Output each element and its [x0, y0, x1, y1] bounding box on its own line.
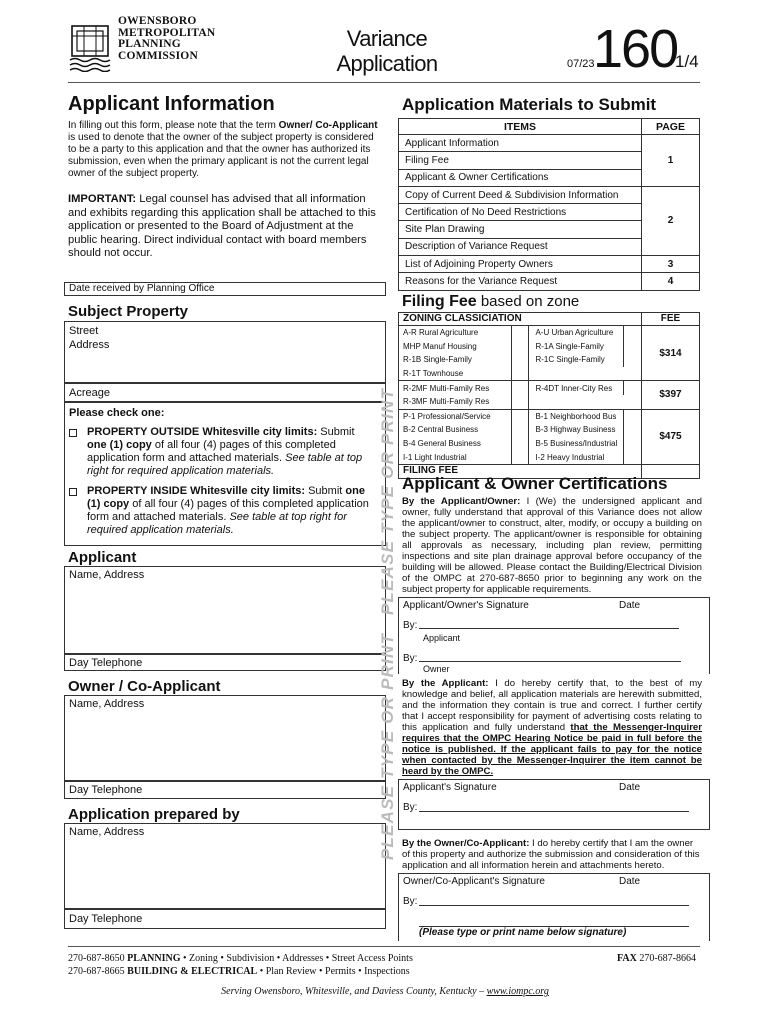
fee-amount: $314: [659, 347, 682, 359]
page-column-header: PAGE: [642, 119, 700, 135]
owner-certification: By the Owner/Co-Applicant: I do hereby certify that I am the owner of this property and authorize the submission and consideration of this application and all information herein and attachments hereto.: [402, 838, 700, 871]
website-link[interactable]: www.iompc.org: [486, 986, 549, 997]
fax-number: FAX 270-687-8664: [617, 953, 696, 964]
street-address-field[interactable]: Street Address: [64, 321, 386, 383]
applicant-information-heading: Applicant Information: [68, 93, 275, 115]
fee-amount: $397: [659, 389, 682, 401]
table-row: List of Adjoining Property Owners 3: [399, 256, 700, 273]
filing-fee-total-row[interactable]: FILING FEE: [399, 465, 699, 478]
table-row: Site Plan Drawing: [399, 221, 700, 238]
zone-checkbox[interactable]: [623, 423, 641, 437]
applicant-heading: Applicant: [68, 549, 137, 566]
prepared-by-heading: Application prepared by: [68, 806, 240, 823]
zoning-column-header: ZONING CLASSICIATION: [399, 313, 642, 325]
zone-checkbox[interactable]: [511, 381, 529, 395]
fee-group: A-R Rural Agriculture A-U Urban Agriculture MHP Manuf Housing R-1A Single-Family R-1B Single-Family R-1C Single-Family R-1T Townhouse $314: [399, 326, 699, 381]
owner-signature-block[interactable]: Owner/Co-Applicant's Signature Date By: (Please type or print name below signature): [398, 873, 710, 941]
important-notice: IMPORTANT: Legal counsel has advised that all information and exhibits regarding this application shall be attached to this application or presented to the Board of Adjustment at the public hearing. Direct individual contact with board members should not occur.: [68, 193, 376, 259]
table-row: Filing Fee: [399, 152, 700, 169]
zone-checkbox[interactable]: [623, 410, 641, 424]
preparer-telephone-field[interactable]: Day Telephone: [64, 909, 386, 929]
preparer-name-address-field[interactable]: Name, Address: [64, 823, 386, 909]
filing-fee-heading: Filing Fee based on zone: [402, 293, 580, 310]
form-revision-date: 07/23: [567, 58, 595, 70]
zone-checkbox[interactable]: [623, 450, 641, 464]
zone-checkbox[interactable]: [623, 340, 641, 354]
applicant-owner-signature-block[interactable]: Applicant/Owner's Signature Date By: Applicant By: Owner: [398, 597, 710, 674]
certifications-heading: Applicant & Owner Certifications: [402, 474, 668, 493]
zone-checkbox[interactable]: [511, 395, 529, 409]
check-prompt: Please check one:: [69, 407, 165, 419]
table-row: Certification of No Deed Restrictions: [399, 204, 700, 221]
zone-checkbox[interactable]: [511, 423, 529, 437]
acreage-field[interactable]: Acreage: [64, 383, 386, 402]
table-row: Applicant Information 1: [399, 135, 700, 152]
zone-checkbox[interactable]: [511, 353, 529, 367]
applicant-signature-block[interactable]: Applicant's Signature Date By:: [398, 779, 710, 830]
filing-fee-table: [398, 312, 700, 479]
zone-checkbox[interactable]: [511, 340, 529, 354]
applicant-information-intro: In filling out this form, please note that the term Owner/ Co-Applicant is used to denote that the owner of the subject property is considered to be a party to this application and that the owner has authorized its submission, even when the primary applicant is not the current legal owner of the subject property.: [68, 120, 378, 179]
applicant-name-address-field[interactable]: Name, Address: [64, 566, 386, 654]
form-title: Variance Application: [336, 26, 438, 76]
fee-column-header: FEE: [660, 313, 681, 324]
subject-property-heading: Subject Property: [68, 303, 189, 320]
outside-city-option: PROPERTY OUTSIDE Whitesville city limits: Submit one (1) copy of all four (4) pages of this completed application form and attached materials. See table at top right for required application materials.: [87, 426, 363, 477]
header-divider: [68, 82, 700, 83]
service-area-line: Serving Owensboro, Whitesville, and Daviess County, Kentucky – www.iompc.org: [221, 986, 549, 997]
zone-checkbox[interactable]: [623, 381, 641, 395]
applicant-telephone-field[interactable]: Day Telephone: [64, 654, 386, 671]
inside-city-checkbox[interactable]: [69, 488, 77, 496]
materials-heading: Application Materials to Submit: [402, 95, 657, 114]
outside-city-checkbox[interactable]: [69, 429, 77, 437]
form-number: 160: [593, 19, 678, 79]
applicant-certification: By the Applicant: I do hereby certify that, to the best of my knowledge and belief, all application materials are herewith submitted, and the information they contain is true and correct. I further certify that I accept responsibility for payment of advertising costs relating to this application and fully understand that the Messenger-Inquirer requires that the OMPC Hearing Notice be paid in full before the notice is published. If the applicant fails to pay for the notice when contacted by the Messenger-Inquirer the item cannot be heard by the OMPC.: [402, 678, 703, 777]
type-or-print-watermark: PLEASE TYPE OR PRINT: [378, 387, 397, 615]
owner-telephone-field[interactable]: Day Telephone: [64, 781, 386, 799]
date-received-field[interactable]: Date received by Planning Office: [64, 282, 386, 296]
owner-heading: Owner / Co-Applicant: [68, 678, 221, 695]
table-row: Reasons for the Variance Request 4: [399, 273, 700, 290]
ompc-logo: [68, 22, 112, 72]
zone-checkbox[interactable]: [623, 353, 641, 367]
zone-checkbox[interactable]: [511, 367, 529, 381]
fee-amount: $475: [659, 431, 682, 443]
zone-checkbox[interactable]: [511, 437, 529, 451]
building-contact: 270-687-8665 BUILDING & ELECTRICAL • Plan Review • Permits • Inspections: [68, 966, 410, 977]
footer-divider: [68, 946, 700, 947]
fee-group: R-2MF Multi-Family Res R-4DT Inner-City Res R-3MF Multi-Family Res $397: [399, 381, 699, 409]
fee-group: P-1 Professional/Service B-1 Neighborhood Bus B-2 Central Business B-3 Highway Business B-4 General Business B-5 Business/Industrial I-1 Light Industrial I-2 Heavy Industrial $475: [399, 410, 699, 465]
zone-checkbox[interactable]: [623, 326, 641, 340]
owner-name-address-field[interactable]: Name, Address: [64, 695, 386, 781]
table-row: Copy of Current Deed & Subdivision Information 2: [399, 186, 700, 203]
materials-table: [398, 118, 700, 291]
zone-checkbox[interactable]: [623, 437, 641, 451]
type-or-print-watermark: PLEASE TYPE OR PRINT: [378, 632, 397, 860]
planning-contact: 270-687-8650 PLANNING • Zoning • Subdivision • Addresses • Street Access Points: [68, 953, 413, 964]
table-row: Applicant & Owner Certifications: [399, 169, 700, 186]
applicant-owner-certification: By the Applicant/Owner: I (We) the undersigned applicant and owner, fully understand that approval of this Variance does not allow the applicant/owner to construct, alter, modify, or occupy a building on the subject property. The applicant/owner is responsible for obtaining all approvals as necessary, including plan review, permitting inspections and site plan drainage approval before occupancy of the building will be allowed. Please contact the Building/Electrical Division of the OMPC at 270-687-8650 prior to beginning any work on the subject property for applicable requirements.: [402, 496, 702, 595]
items-column-header: ITEMS: [399, 119, 642, 135]
inside-city-option: PROPERTY INSIDE Whitesville city limits: Submit one (1) copy of all four (4) pages of this completed application form and attached materials. See table at top right for required application materials.: [87, 485, 369, 536]
organization-name: OWENSBORO METROPOLITAN PLANNING COMMISSION: [118, 15, 216, 62]
location-check-section: [64, 402, 386, 546]
zone-checkbox[interactable]: [511, 326, 529, 340]
page-indicator: 1/4: [675, 52, 699, 71]
zone-checkbox[interactable]: [511, 450, 529, 464]
table-row: Description of Variance Request: [399, 238, 700, 255]
zone-checkbox[interactable]: [511, 410, 529, 424]
